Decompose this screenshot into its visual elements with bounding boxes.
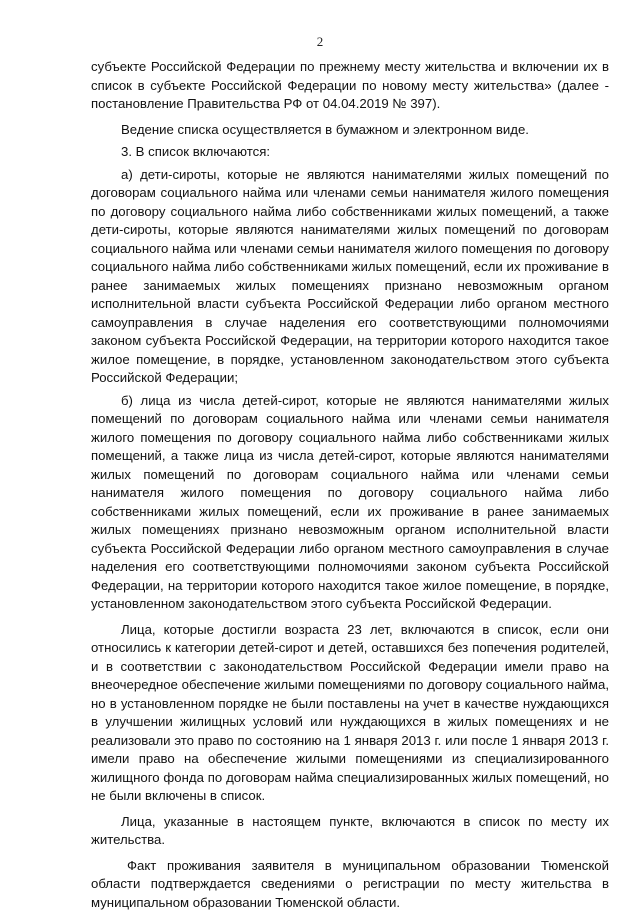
paragraph-list-format: Ведение списка осуществляется в бумажном и электронном виде. [91,121,609,140]
paragraph-item-3b: б) лица из числа детей-сирот, которые не являются нанимателями жилых помещений по договорам социального найма или членами семьи нанимателя жилого помещения по договору социального найма либо собственниками жилых помещений, а также лица из числа детей-сирот, которые являются нанимателями жилых помещений по договорам социального найма или членами семьи нанимателя жилого помещения по договору социального найма либо собственниками жилых помещений, если их проживание в ранее занимаемых жилых помещениях признано невозможным органом исполнительной власти субъекта Российской Федерации либо органом местного самоуправления в случае наделения его соответствующими полномочиями законом субъекта Российской Федерации, на территории которого находится такое жилое помещение, в порядке, установленном законодательством этого субъекта Российской Федерации. [91,392,609,614]
document-body [91,58,609,912]
paragraph-residence-proof: Факт проживания заявителя в муниципальном образовании Тюменской области подтверждается сведениями о регистрации по месту жительства в муниципальном образовании Тюменской области. [91,857,609,912]
paragraph-item-3a: а) дети-сироты, которые не являются нанимателями жилых помещений по договорам социального найма или членами семьи нанимателя жилого помещения по договору социального найма либо собственниками жилых помещений, а также дети-сироты, которые являются нанимателями жилых помещений по договорам социального найма или членами семьи нанимателя жилого помещения по договору социального найма либо собственниками жилых помещений, если их проживание в ранее занимаемых жилых помещениях признано невозможным органом исполнительной власти субъекта Российской Федерации либо органом местного самоуправления в случае наделения его соответствующими полномочиями законом субъекта Российской Федерации, на территории которого находится такое жилое помещение, в порядке, установленном законодательством этого субъекта Российской Федерации; [91,166,609,388]
paragraph-age-23: Лица, которые достигли возраста 23 лет, включаются в список, если они относились к категории детей-сирот и детей, оставшихся без попечения родителей, и в соответствии с законодательством Российской Федерации имели право на внеочередное обеспечение жилыми помещениями по договору социального найма, но в установленном порядке не были поставлены на учет в качестве нуждающихся в улучшении жилищных условий или нуждающихся в жилых помещениях и не реализовали это право по состоянию на 1 января 2013 г. или после 1 января 2013 г. имели право на обеспечение жилыми помещениями из специализированного жилищного фонда по договорам найма специализированных жилых помещений, но не были включены в список. [91,621,609,806]
paragraph-item-3-heading: 3. В список включаются: [91,143,609,162]
paragraph-place-of-residence: Лица, указанные в настоящем пункте, включаются в список по месту их жительства. [91,813,609,850]
page-number: 2 [0,34,640,50]
paragraph-continuation: субъекте Российской Федерации по прежнему месту жительства и включении их в список в субъекте Российской Федерации по новому месту жительства» (далее - постановление Правительства РФ от 04.04.2019 № 397). [91,58,609,114]
